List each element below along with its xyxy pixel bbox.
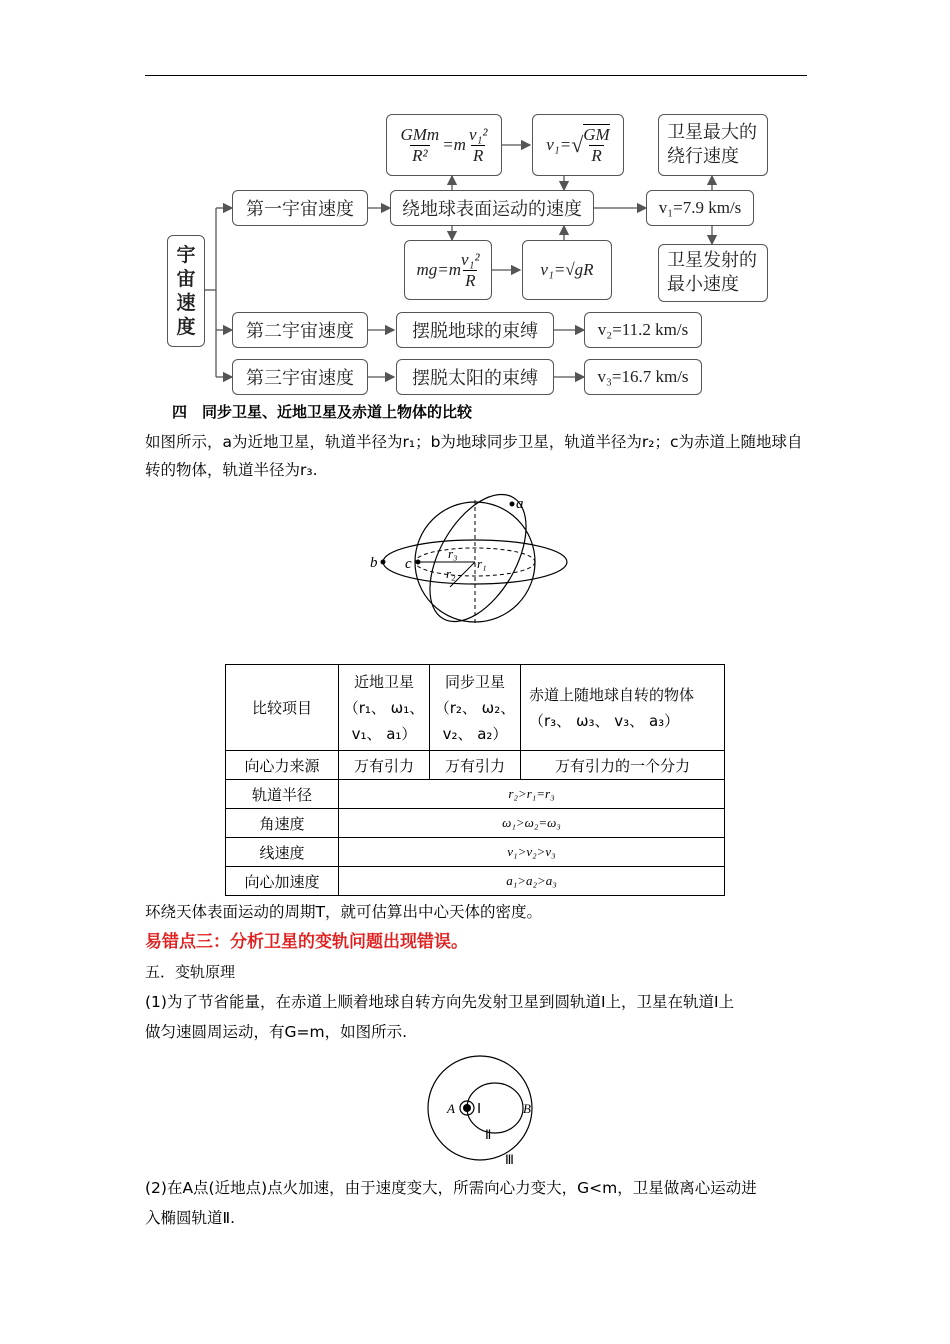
row-label: 向心加速度 bbox=[226, 867, 339, 896]
table-cell: 万有引力 bbox=[430, 751, 521, 780]
label-r1: r₁ bbox=[477, 556, 487, 571]
v3-value-node: v₃=16.7 km/s bbox=[584, 359, 702, 395]
first-cosmic-speed-node: 第一宇宙速度 bbox=[232, 190, 368, 226]
root-node: 宇宙速度 bbox=[167, 235, 205, 347]
v1-value-node: v₁=7.9 km/s bbox=[646, 190, 754, 226]
third-cosmic-speed-node: 第三宇宙速度 bbox=[232, 359, 368, 395]
sqrt-icon: √ bbox=[571, 132, 584, 157]
table-row bbox=[226, 867, 725, 896]
table-cell: a₁>a₂>a₃ bbox=[339, 867, 725, 896]
label-a: a bbox=[516, 496, 524, 512]
label-II: Ⅱ bbox=[485, 1127, 492, 1142]
v1-sqrt-gm-box bbox=[532, 114, 624, 176]
table-cell: r₂>r₁=r₃ bbox=[339, 780, 725, 809]
eq1-radius: R bbox=[473, 145, 484, 165]
gravity-equation-box bbox=[386, 114, 502, 176]
label-B: B bbox=[523, 1101, 531, 1116]
escape-sun-node: 摆脱太阳的束缚 bbox=[396, 359, 554, 395]
label-c: c bbox=[405, 556, 412, 572]
eq1-equals: =m bbox=[442, 135, 466, 154]
second-cosmic-speed-node: 第二宇宙速度 bbox=[232, 312, 368, 348]
eq1-denominator: R² bbox=[412, 145, 428, 165]
section-four-intro: 如图所示，a为近地卫星，轨道半径为r₁；b为地球同步卫星，轨道半径为r₂；c为赤道上随地球自转的物体，轨道半径为r₃. bbox=[145, 433, 803, 479]
paragraph-1-line-2: 做匀速圆周运动，有G=m，如图所示. bbox=[145, 1023, 408, 1041]
max-orbit-speed-node: 卫星最大的绕行速度 bbox=[658, 114, 768, 176]
v2-value-node: v₂=11.2 km/s bbox=[584, 312, 702, 348]
eq2-numerator: GM bbox=[583, 125, 610, 144]
satellite-a-dot bbox=[510, 502, 515, 507]
row-label: 角速度 bbox=[226, 809, 339, 838]
table-row bbox=[226, 751, 725, 780]
header-item: 比较项目 bbox=[226, 665, 339, 751]
label-r3: r₃ bbox=[448, 546, 458, 561]
transfer-orbit-figure bbox=[410, 1052, 550, 1168]
satellite-b-dot bbox=[381, 560, 386, 565]
table-cell: v₁>v₂>v₃ bbox=[339, 838, 725, 867]
section-four-title: 四 同步卫星、近地卫星及赤道上物体的比较 bbox=[172, 403, 473, 421]
table-cell: 万有引力的一个分力 bbox=[521, 751, 725, 780]
table-row bbox=[226, 780, 725, 809]
paragraph-2-line-1: (2)在A点(近地点)点火加速，由于速度变大，所需向心力变大，G<m，卫星做离心运动进 bbox=[145, 1179, 757, 1197]
row-label: 线速度 bbox=[226, 838, 339, 867]
comparison-table bbox=[225, 664, 725, 896]
table-header-row bbox=[226, 665, 725, 751]
table-row bbox=[226, 809, 725, 838]
eq1-v-squared: v₁² bbox=[468, 124, 488, 144]
object-c-dot bbox=[416, 560, 421, 565]
orbit-comparison-figure bbox=[360, 492, 580, 632]
table-cell: ω₁>ω₂=ω₃ bbox=[339, 809, 725, 838]
label-A: A bbox=[447, 1101, 455, 1116]
eq2-denominator: R bbox=[591, 146, 602, 165]
label-r2: r₂ bbox=[446, 566, 456, 581]
header-equator-object: 赤道上随地球自转的物体（r₃、 ω₃、 v₃、 a₃） bbox=[521, 665, 725, 751]
paragraph-2-line-2: 入椭圆轨道Ⅱ. bbox=[145, 1209, 236, 1227]
v1-sqrt-gr-box: v₁=√gR bbox=[522, 240, 612, 300]
surface-gravity-equation-box bbox=[404, 240, 492, 300]
paragraph-1-line-1: (1)为了节省能量，在赤道上顺着地球自转方向先发射卫星到圆轨道Ⅰ上，卫星在轨道Ⅰ上 bbox=[145, 993, 735, 1011]
orbit-II-ellipse bbox=[467, 1083, 523, 1133]
row-label: 向心力来源 bbox=[226, 751, 339, 780]
header-near-earth: 近地卫星（r₁、 ω₁、 v₁、 a₁） bbox=[339, 665, 430, 751]
label-b: b bbox=[370, 555, 378, 571]
error-point-title: 易错点三：分析卫星的变轨问题出现错误。 bbox=[145, 932, 468, 952]
after-table-text: 环绕天体表面运动的周期T，就可估算出中心天体的密度。 bbox=[145, 903, 542, 921]
table-row bbox=[226, 838, 725, 867]
eq3-numerator: v₁² bbox=[460, 249, 480, 269]
eq2-left: v₁= bbox=[546, 135, 572, 154]
label-III: Ⅲ bbox=[505, 1152, 514, 1167]
escape-earth-node: 摆脱地球的束缚 bbox=[396, 312, 554, 348]
label-I: Ⅰ bbox=[477, 1102, 482, 1117]
eq1-numerator: GMm bbox=[400, 124, 440, 144]
eq3-denominator: R bbox=[465, 270, 476, 290]
min-launch-speed-node: 卫星发射的最小速度 bbox=[658, 244, 768, 302]
row-label: 轨道半径 bbox=[226, 780, 339, 809]
table-cell: 万有引力 bbox=[339, 751, 430, 780]
header-synchronous: 同步卫星（r₂、 ω₂、 v₂、 a₂） bbox=[430, 665, 521, 751]
surface-orbit-node: 绕地球表面运动的速度 bbox=[390, 190, 594, 226]
section-five-title: 五．变轨原理 bbox=[145, 963, 236, 981]
eq3-left: mg=m bbox=[416, 260, 461, 279]
earth-dot bbox=[463, 1104, 471, 1112]
